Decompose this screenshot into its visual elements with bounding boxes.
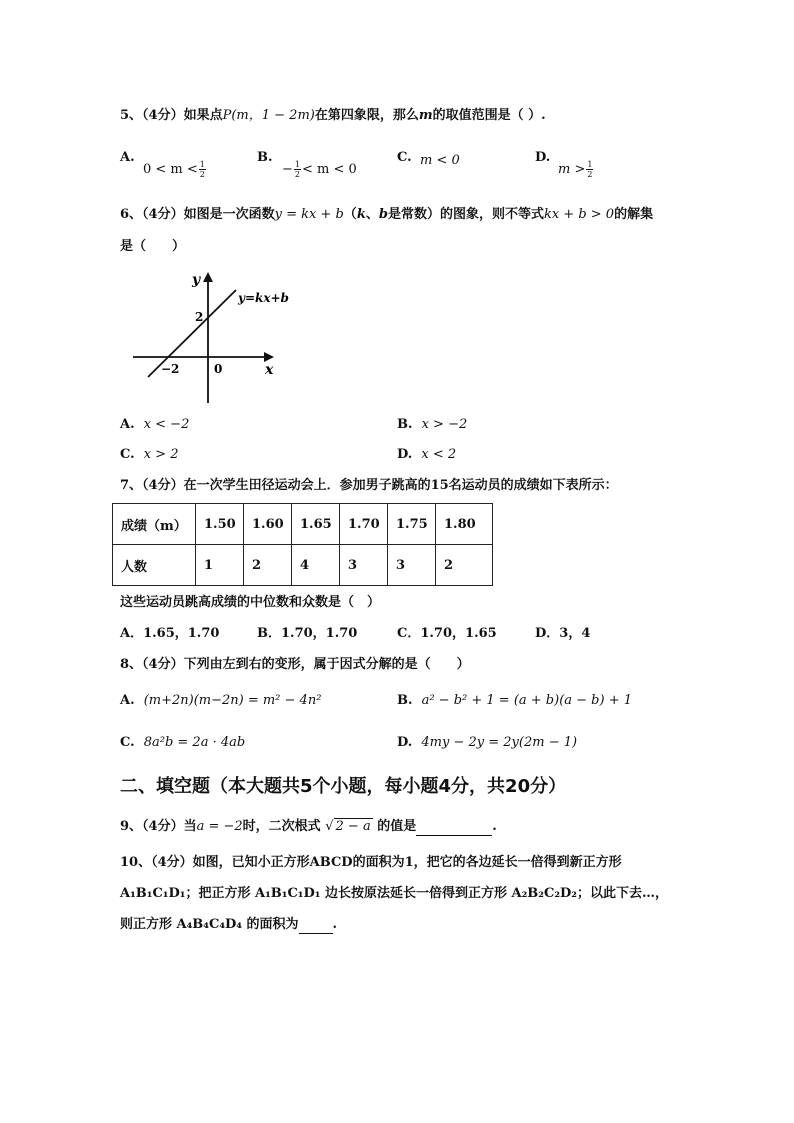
q9-stem: 9、（4分）当a = −2时，二次根式 √ 2 − a 的值是 . <box>120 819 497 834</box>
table-cell: 1.80 <box>436 504 493 545</box>
q8-stem: 8、（4分）下列由左到右的变形，属于因式分解的是（ ） <box>120 657 470 672</box>
table-cell: 1.50 <box>196 504 244 545</box>
q10-line1: 10、（4分）如图，已知小正方形ABCD的面积为1，把它的各边延长一倍得到新正方形 <box>120 855 622 870</box>
function-label: y=kx+b <box>238 291 289 305</box>
q10-line2: A₁B₁C₁D₁；把正方形 A₁B₁C₁D₁ 边长按原法延长一倍得到正方形 A₂B₂C₂D₂；以此下去…， <box>120 886 668 901</box>
fraction: $\frac{1}{2}$ <box>199 160 205 179</box>
table-row <box>113 545 493 586</box>
q7-option-d: D．3，4 <box>535 626 591 641</box>
fraction: $\frac{1}{2}$ <box>587 160 593 179</box>
answer-blank <box>416 819 492 836</box>
y-axis-arrow <box>203 272 213 282</box>
q7-option-b: B．1.70，1.70 <box>257 626 358 641</box>
square-root: √ 2 − a <box>325 819 371 834</box>
table-cell: 成绩（m） <box>113 504 196 545</box>
q7-option-a: A．1.65，1.70 <box>120 626 220 641</box>
table-row <box>113 504 493 545</box>
q6-option-d: D. x < 2 <box>397 447 457 462</box>
q5-option-c-label: C. <box>397 150 412 165</box>
table-cell: 1.75 <box>388 504 436 545</box>
q8-option-b: B. a² − b² + 1 = (a + b)(a − b) + 1 <box>397 693 632 708</box>
table-cell: 2 <box>436 545 493 586</box>
q5-option-c: m < 0 <box>420 153 460 168</box>
table-cell: 人数 <box>113 545 196 586</box>
q6-option-a: A. x < −2 <box>120 417 190 432</box>
section-heading: 二、填空题（本大题共5个小题，每小题4分，共20分） <box>120 776 567 797</box>
q5-option-a: 0 < m < $\frac{1}{2}$ <box>143 160 205 179</box>
origin-label: 0 <box>214 362 223 376</box>
q5-option-a-label: A. <box>120 150 135 165</box>
q5-option-b: − $\frac{1}{2}$ < m < 0 <box>282 160 357 179</box>
table-cell: 1.70 <box>340 504 388 545</box>
table-cell: 1.65 <box>292 504 340 545</box>
q7-stem: 7、（4分）在一次学生田径运动会上．参加男子跳高的15名运动员的成绩如下表所示： <box>120 478 618 493</box>
table-cell: 1 <box>196 545 244 586</box>
q10-line3: 则正方形 A₄B₄C₄D₄ 的面积为 . <box>120 917 338 932</box>
q6-stem: 6、（4分）如图是一次函数y = kx + b（k、b是常数）的图象，则不等式kx + b > 0的解集 <box>120 207 654 222</box>
q8-option-a: A. (m+2n)(m−2n) = m² − 4n² <box>120 693 322 708</box>
q5-option-b-label: B. <box>257 150 273 165</box>
table-cell: 2 <box>244 545 292 586</box>
q6-stem-line2: 是（ ） <box>120 239 186 254</box>
q6-option-b: B. x > −2 <box>397 417 468 432</box>
x-axis-label: x <box>265 362 274 378</box>
answer-blank <box>299 917 333 934</box>
x-axis-arrow <box>264 352 274 362</box>
x-intercept-label: −2 <box>161 362 180 376</box>
score-table <box>112 503 493 586</box>
q5-stem: 5、（4分）如果点P(m，1 − 2m)在第四象限，那么m的取值范围是（ ）. <box>120 108 546 123</box>
y-axis-label: y <box>192 272 201 288</box>
q5-option-d: m > $\frac{1}{2}$ <box>558 160 593 179</box>
fraction: $\frac{1}{2}$ <box>294 160 300 179</box>
table-cell: 3 <box>340 545 388 586</box>
table-cell: 4 <box>292 545 340 586</box>
table-cell: 3 <box>388 545 436 586</box>
y-intercept-label: 2 <box>195 310 204 324</box>
table-cell: 1.60 <box>244 504 292 545</box>
q7-question: 这些运动员跳高成绩的中位数和众数是（ ） <box>120 595 381 610</box>
linear-function-graph <box>128 268 308 408</box>
q8-option-c: C. 8a²b = 2a · 4ab <box>120 735 246 750</box>
q8-option-d: D. 4my − 2y = 2y(2m − 1) <box>397 735 578 750</box>
q6-option-c: C. x > 2 <box>120 447 179 462</box>
q7-option-c: C．1.70，1.65 <box>397 626 497 641</box>
q5-option-d-label: D. <box>535 150 551 165</box>
